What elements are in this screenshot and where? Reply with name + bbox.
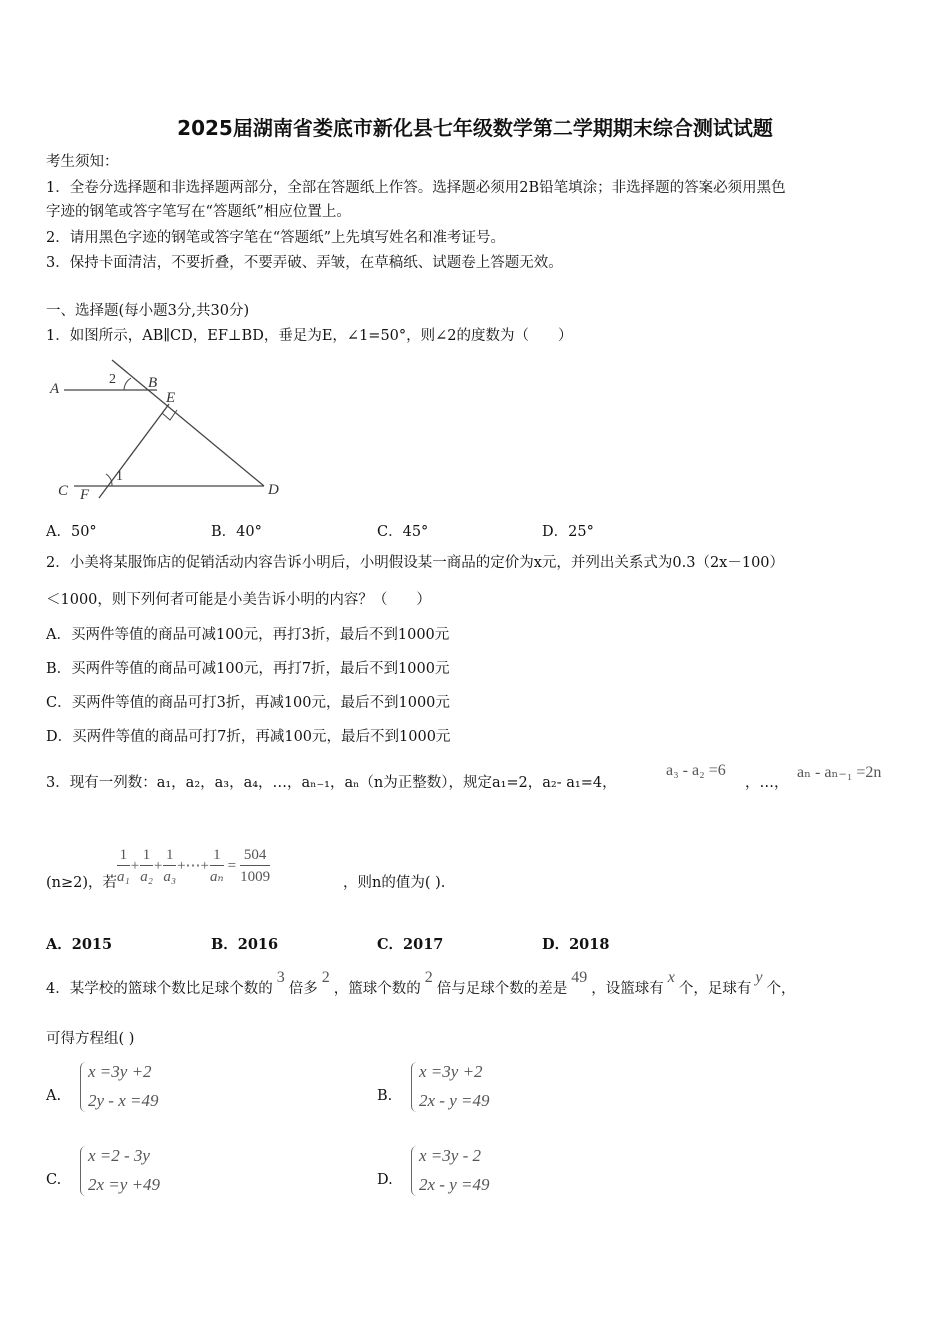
q3-formula-2: aₙ - aₙ₋₁ =2n xyxy=(797,764,882,781)
q4-option-b-label[interactable]: B. xyxy=(377,1088,393,1104)
q4-option-a-eq1: x =3y +2 xyxy=(88,1062,152,1081)
label-e: E xyxy=(166,390,176,406)
label-a: A xyxy=(50,381,60,397)
q2-stem-1: 2．小美将某服饰店的促销活动内容告诉小明后，小明假设某一商品的定价为x元，并列出关系式为0.3（2x－100） xyxy=(46,555,785,571)
q2-stem-2: ＜1000，则下列何者可能是小美告诉小明的内容？（ ） xyxy=(46,592,431,608)
q4-option-d-eq1: x =3y - 2 xyxy=(419,1146,481,1165)
q4-option-b-brace xyxy=(411,1062,418,1112)
notice-heading: 考生须知： xyxy=(46,154,119,170)
q4-stem-line-2: 可得方程组( ) xyxy=(46,1031,135,1047)
notice-line-1a: 1．全卷分选择题和非选择题两部分，全部在答题纸上作答。选择题必须用2B铅笔填涂；非选择题的答案必须用黑色 xyxy=(46,180,786,196)
q1-figure xyxy=(44,356,294,504)
q3-option-c[interactable]: C．2017 xyxy=(377,936,444,953)
label-b: B xyxy=(148,375,158,391)
q4-option-c-brace xyxy=(80,1146,87,1196)
q2-option-d[interactable]: D．买两件等值的商品可打7折，再减100元，最后不到1000元 xyxy=(46,729,451,745)
q1-stem: 1．如图所示，AB∥CD，EF⊥BD，垂足为E，∠1=50°，则∠2的度数为（ ） xyxy=(46,328,573,344)
notice-line-3: 3．保持卡面清洁，不要折叠，不要弄破、弄皱，在草稿纸、试题卷上答题无效。 xyxy=(46,255,563,271)
q2-option-c[interactable]: C．买两件等值的商品可打3折，再减100元，最后不到1000元 xyxy=(46,695,450,711)
page-title: 2025届湖南省娄底市新化县七年级数学第二学期期末综合测试试题 xyxy=(177,116,773,140)
q4-option-a-eq2: 2y - x =49 xyxy=(88,1091,159,1110)
q4-option-b-eq1: x =3y +2 xyxy=(419,1062,483,1081)
q3-option-b[interactable]: B．2016 xyxy=(211,936,279,953)
q3-option-d[interactable]: D．2018 xyxy=(542,936,610,953)
section-heading: 一、选择题(每小题3分,共30分) xyxy=(46,303,250,319)
label-d: D xyxy=(268,482,279,498)
q3-option-a[interactable]: A．2015 xyxy=(46,936,113,953)
q2-option-a[interactable]: A．买两件等值的商品可减100元，再打3折，最后不到1000元 xyxy=(46,627,450,643)
label-angle-1: 1 xyxy=(116,469,123,484)
q4-option-b-eq2: 2x - y =49 xyxy=(419,1091,490,1110)
notice-line-1b: 字迹的钢笔或答字笔写在“答题纸”相应位置上。 xyxy=(46,204,351,220)
q3-formula-1: a₃ - a₂ =6 xyxy=(666,762,726,779)
q4-option-c-eq1: x =2 - 3y xyxy=(88,1146,150,1165)
label-angle-2: 2 xyxy=(109,372,116,387)
q4-option-a-brace xyxy=(80,1062,87,1112)
label-c: C xyxy=(58,483,69,499)
notice-line-2: 2．请用黑色字迹的钢笔或答字笔在“答题纸”上先填写姓名和准考证号。 xyxy=(46,230,506,246)
q3-separator: ，…， xyxy=(745,775,789,791)
q4-option-c-label[interactable]: C. xyxy=(46,1172,62,1188)
q3-condition: (n≥2)，若 xyxy=(46,875,118,891)
q1-option-b[interactable]: B．40° xyxy=(211,524,262,540)
q3-tail: ，则n的值为( ). xyxy=(343,875,446,891)
q1-option-c[interactable]: C．45° xyxy=(377,524,429,540)
q3-stem: 3．现有一列数：a₁，a₂，a₃，a₄，…，aₙ₋₁，aₙ（n为正整数），规定a₁=2，a₂- a₁=4， xyxy=(46,775,617,791)
q2-option-b[interactable]: B．买两件等值的商品可减100元，再打7折，最后不到1000元 xyxy=(46,661,450,677)
q4-option-c-eq2: 2x =y +49 xyxy=(88,1175,161,1194)
label-f: F xyxy=(80,487,90,503)
q4-option-a-label[interactable]: A. xyxy=(46,1088,62,1104)
q4-option-d-eq2: 2x - y =49 xyxy=(419,1175,490,1194)
q4-stem: 4．某学校的篮球个数比足球个数的3倍多2，篮球个数的2倍与足球个数的差是49，设篮球有x个，足球有y个， xyxy=(46,969,796,997)
q3-sum-expression: $\frac{1}{\text{a₁}}$ + $\frac{1}{\text{a₂}}$ + $\frac{1}{\text{a₃}}$ +⋯+ $\frac{1}{\text{aₙ}}$ = $\frac{504}{1009}$ xyxy=(117,847,271,885)
q4-option-d-label[interactable]: D. xyxy=(377,1172,393,1188)
q4-option-d-brace xyxy=(411,1146,418,1196)
q1-option-a[interactable]: A．50° xyxy=(46,524,97,540)
q1-option-d[interactable]: D．25° xyxy=(542,524,594,540)
